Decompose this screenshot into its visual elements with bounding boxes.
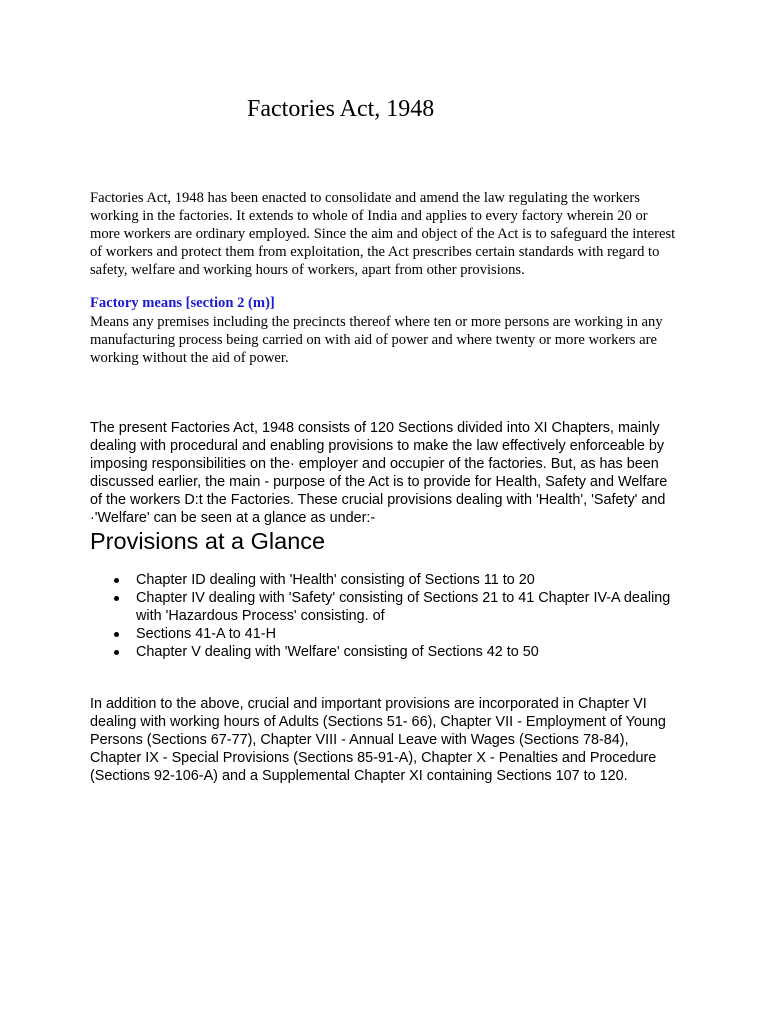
list-item — [90, 625, 680, 643]
bullet-icon — [114, 578, 119, 583]
present-act-paragraph: The present Factories Act, 1948 consists of 120 Sections divided into XI Chapters, mainly dealing with procedural and enabling provisions to make the law effectively enforceable by imposing responsibilities on the· employer and occupier of the factories. But, as has been discussed earlier, the main - purpose of the Act is to provide for Health, Safety and Welfare of the workers D:t the Factories. These crucial provisions dealing with 'Health', 'Safety' and ·'Welfare' can be seen at a glance as under:- — [90, 420, 668, 526]
list-item-text: Sections 41-A to 41-H — [136, 626, 276, 642]
page-title: Factories Act, 1948 — [247, 96, 435, 122]
bullet-icon — [114, 650, 119, 655]
list-item — [90, 643, 680, 661]
additional-provisions-paragraph: In addition to the above, crucial and important provisions are incorporated in Chapter VI dealing with working hours of Adults (Sections 51- 66), Chapter VII - Employment of Young Persons (Sections 67-77), Chapter VIII - Annual Leave with Wages (Sections 78-84), Chapter IX - Special Provisions (Sections 85-91-A), Chapter X - Penalties and Procedure (Sections 92-106-A) and a Supplemental Chapter XI containing Sections 107 to 120. — [90, 696, 666, 784]
bullet-icon — [114, 596, 119, 601]
list-item-text: Chapter IV dealing with 'Safety' consisting of Sections 21 to 41 Chapter IV-A dealing with 'Hazardous Process' consisting. of — [136, 590, 671, 624]
provisions-list — [90, 571, 680, 661]
factory-definition-heading: Factory means [section 2 (m)] — [90, 295, 275, 311]
list-item-text: Chapter ID dealing with 'Health' consisting of Sections 11 to 20 — [136, 572, 535, 588]
bullet-icon — [114, 632, 119, 637]
list-item-text: Chapter V dealing with 'Welfare' consisting of Sections 42 to 50 — [136, 644, 539, 660]
factory-definition-paragraph: Means any premises including the precincts thereof where ten or more persons are working in any manufacturing process being carried on with aid of power and where twenty or more workers are working without the aid of power. — [90, 314, 663, 366]
list-item — [90, 589, 680, 625]
provisions-heading: Provisions at a Glance — [90, 528, 326, 554]
list-item — [90, 571, 680, 589]
intro-paragraph: Factories Act, 1948 has been enacted to consolidate and amend the law regulating the workers working in the factories. It extends to whole of India and applies to every factory wherein 20 or more workers are ordinary employed. Since the aim and object of the Act is to safeguard the interest of workers and protect them from exploitation, the Act prescribes certain standards with regard to safety, welfare and working hours of workers, apart from other provisions. — [90, 190, 676, 278]
